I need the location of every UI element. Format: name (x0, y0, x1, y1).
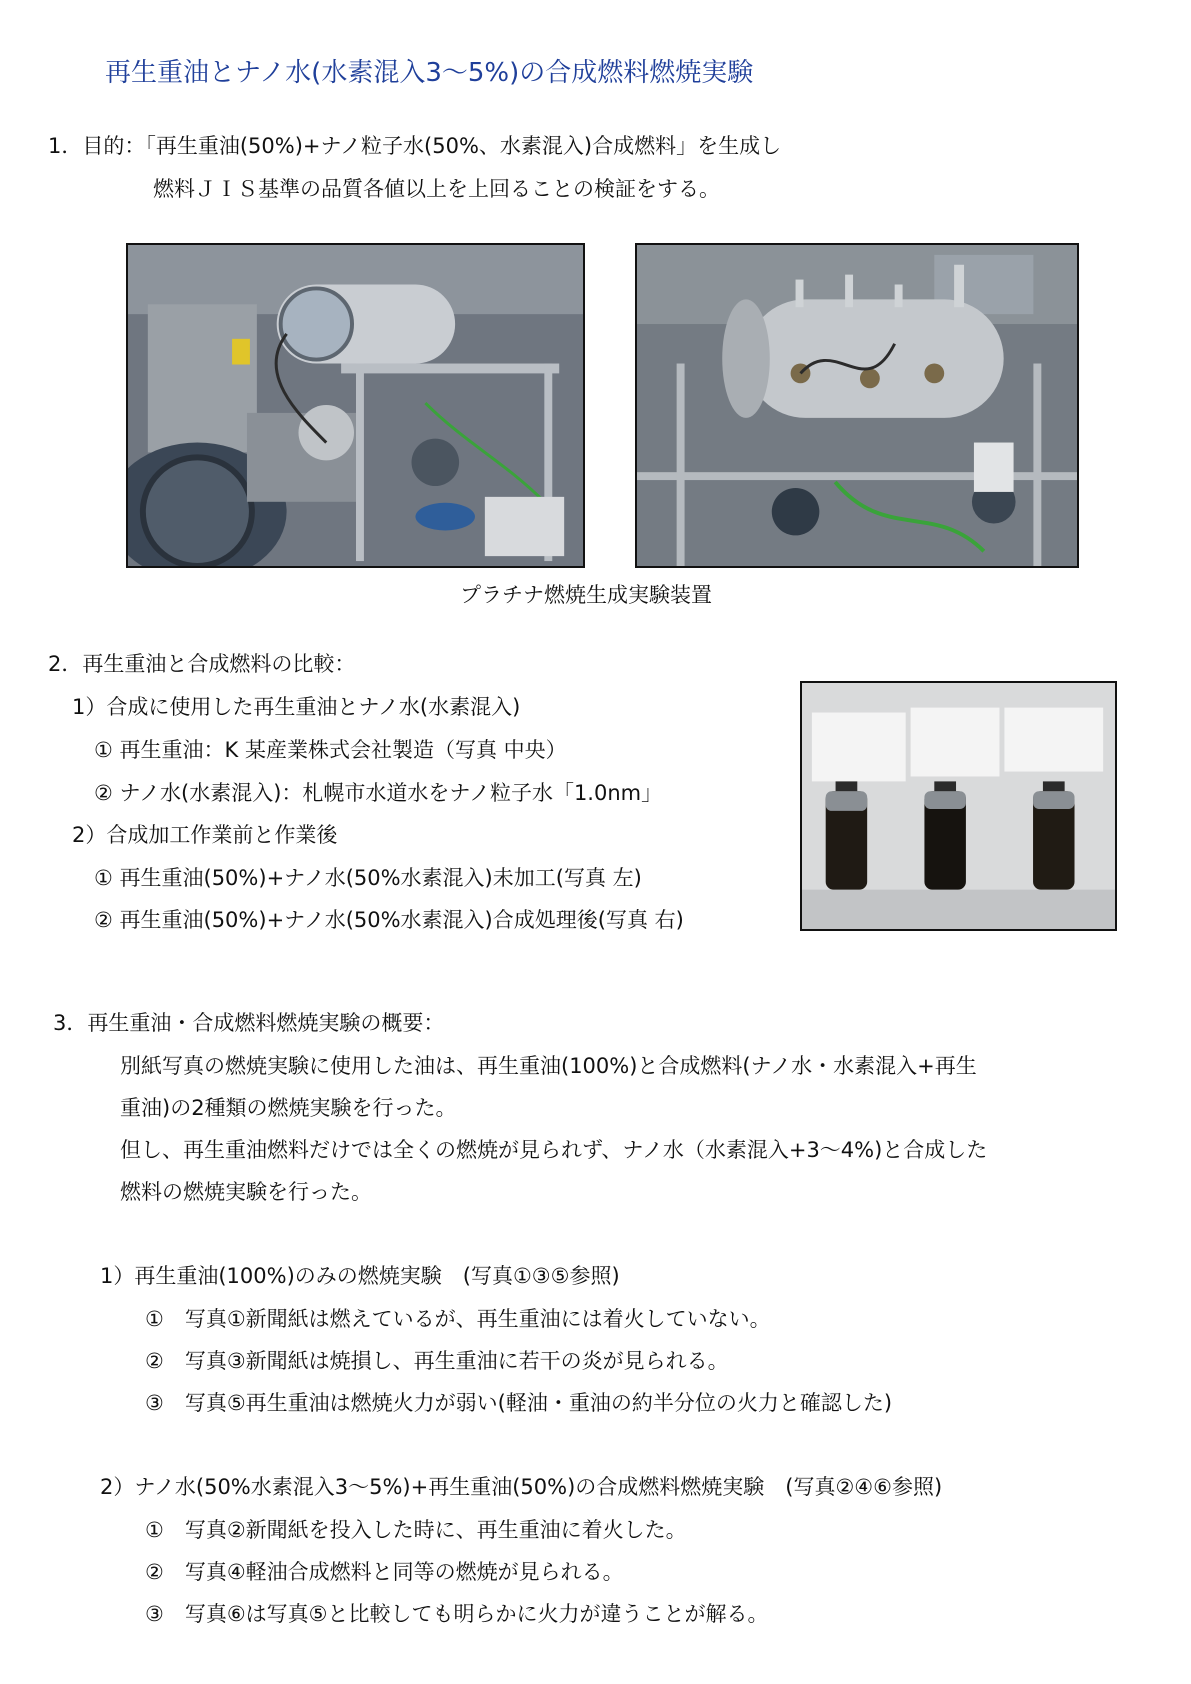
section2-sub2: 2）合成加工作業前と作業後 (72, 823, 338, 847)
oil-bottles-photo (800, 681, 1117, 931)
section2-sub1: 1）合成に使用した再生重油とナノ水(水素混入) (72, 695, 521, 719)
section3-para1-line1: 別紙写真の燃焼実験に使用した油は、再生重油(100%)と合成燃料(ナノ水・水素混入+再生 (120, 1054, 977, 1078)
section3-para2-line2: 燃料の燃焼実験を行った。 (120, 1180, 372, 1204)
apparatus-photo-right (635, 243, 1079, 568)
experiment1-heading: 1）再生重油(100%)のみの燃焼実験 (写真①③⑤参照) (100, 1264, 620, 1288)
experiment2-item: ③ 写真⑥は写真⑤と比較しても明らかに火力が違うことが解る。 (145, 1602, 769, 1626)
experiment1-item: ① 写真①新聞紙は燃えているが、再生重油には着火していない。 (145, 1307, 771, 1331)
section2-sub1-item2: ② ナノ水(水素混入)：札幌市水道水をナノ粒子水「1.0nm」 (94, 781, 663, 805)
experiment1-item: ② 写真③新聞紙は焼損し、再生重油に若干の炎が見られる。 (145, 1349, 729, 1373)
section3-heading: 3．再生重油・合成燃料燃焼実験の概要： (53, 1011, 445, 1035)
page-title: 再生重油とナノ水(水素混入3〜5%)の合成燃料燃焼実験 (105, 58, 754, 88)
section2-heading: 2．再生重油と合成燃料の比較： (48, 652, 356, 676)
experiment2-item: ② 写真④軽油合成燃料と同等の燃焼が見られる。 (145, 1560, 624, 1584)
section2-sub2-item2: ② 再生重油(50%)+ナノ水(50%水素混入)合成処理後(写真 右) (94, 908, 684, 932)
section1-purpose-line1: 1．目的：「再生重油(50%)+ナノ粒子水(50%、水素混入)合成燃料」を生成し (48, 134, 782, 158)
experiment2-heading: 2）ナノ水(50%水素混入3〜5%)+再生重油(50%)の合成燃料燃焼実験 (写真②④⑥参照) (100, 1475, 943, 1499)
photo-caption: プラチナ燃焼生成実験装置 (460, 583, 712, 607)
section2-sub1-item1: ① 再生重油：K 某産業株式会社製造（写真 中央） (94, 738, 567, 762)
section3-para2-line1: 但し、再生重油燃料だけでは全くの燃焼が見られず、ナノ水（水素混入+3〜4%)と合成した (120, 1138, 988, 1162)
section3-para1-line2: 重油)の2種類の燃焼実験を行った。 (120, 1096, 457, 1120)
section2-sub2-item1: ① 再生重油(50%)+ナノ水(50%水素混入)未加工(写真 左) (94, 866, 642, 890)
apparatus-photo-left (126, 243, 585, 568)
experiment1-item: ③ 写真⑤再生重油は燃焼火力が弱い(軽油・重油の約半分位の火力と確認した) (145, 1391, 893, 1415)
experiment2-item: ① 写真②新聞紙を投入した時に、再生重油に着火した。 (145, 1518, 687, 1542)
section1-purpose-line2: 燃料ＪＩＳ基準の品質各値以上を上回ることの検証をする。 (153, 177, 720, 201)
